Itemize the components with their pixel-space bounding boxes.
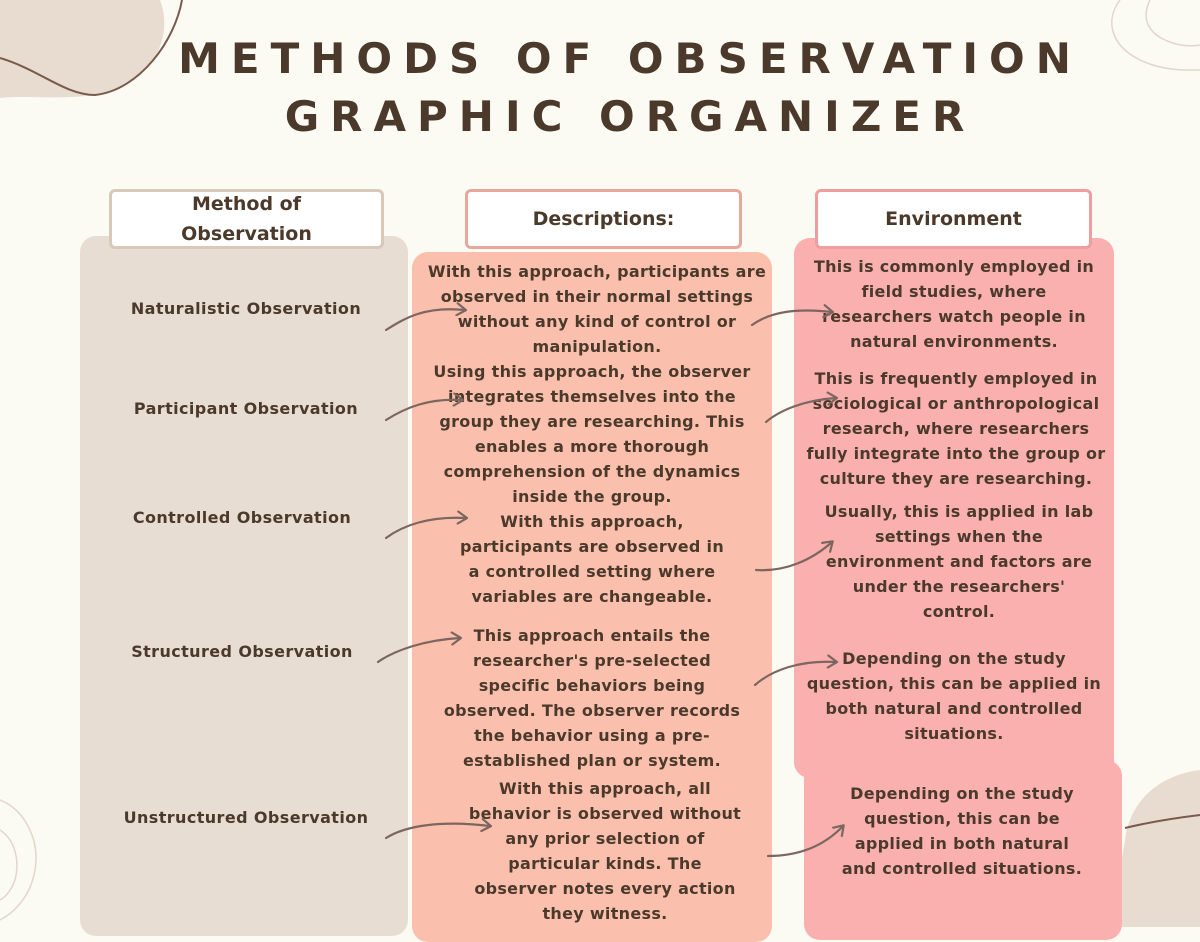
environment-participant: This is frequently employed in sociological or anthropological research, where researchers fully integrate into the group or culture they are researching.: [806, 369, 1106, 488]
method-label-naturalistic: Naturalistic Observation: [130, 299, 362, 318]
description-unstructured: With this approach, all behavior is observed without any prior selection of particular kinds. The observer notes every action they witness.: [468, 779, 742, 923]
descriptions-header: [465, 189, 742, 249]
environment-controlled: Usually, this is applied in lab settings when the environment and factors are under the researchers' control.: [824, 502, 1094, 621]
page-title-line-1: METHODS OF OBSERVATION: [178, 34, 1082, 83]
bottom-left-contour: [0, 800, 36, 920]
description-participant: Using this approach, the observer integrates themselves into the group they are researching. This enables a more thorough comprehension of the dynamics inside the group.: [433, 362, 751, 506]
description-controlled: With this approach, participants are observed in a controlled setting where variables are changeable.: [459, 512, 725, 606]
bottom-left-contour-2: [0, 830, 17, 900]
environment-header-label: Environment: [885, 208, 1022, 230]
method-label-controlled: Controlled Observation: [132, 508, 352, 527]
environment-unstructured: Depending on the study question, this can be applied in both natural and controlled situations.: [841, 784, 1083, 878]
method-label-structured: Structured Observation: [131, 642, 353, 661]
method-column-background: [80, 236, 408, 936]
method-header: [109, 189, 384, 249]
method-header-line-2: Observation: [181, 223, 312, 245]
description-naturalistic: With this approach, participants are observed in their normal settings without any kind of control or manipulation.: [427, 262, 767, 356]
environment-naturalistic: This is commonly employed in field studies, where researchers watch people in natural environments.: [813, 257, 1095, 351]
page-title-line-2: GRAPHIC ORGANIZER: [284, 92, 976, 141]
description-structured: This approach entails the researcher's pre-selected specific behaviors being observed. The observer records the behavior using a pre-established plan or system.: [443, 626, 741, 770]
environment-structured: Depending on the study question, this can be applied in both natural and controlled situations.: [806, 649, 1102, 743]
method-label-unstructured: Unstructured Observation: [123, 808, 369, 827]
method-header-line-1: Method of: [191, 193, 301, 215]
environment-header: [815, 189, 1092, 249]
method-label-participant: Participant Observation: [133, 399, 359, 418]
descriptions-header-label: Descriptions:: [532, 208, 675, 230]
